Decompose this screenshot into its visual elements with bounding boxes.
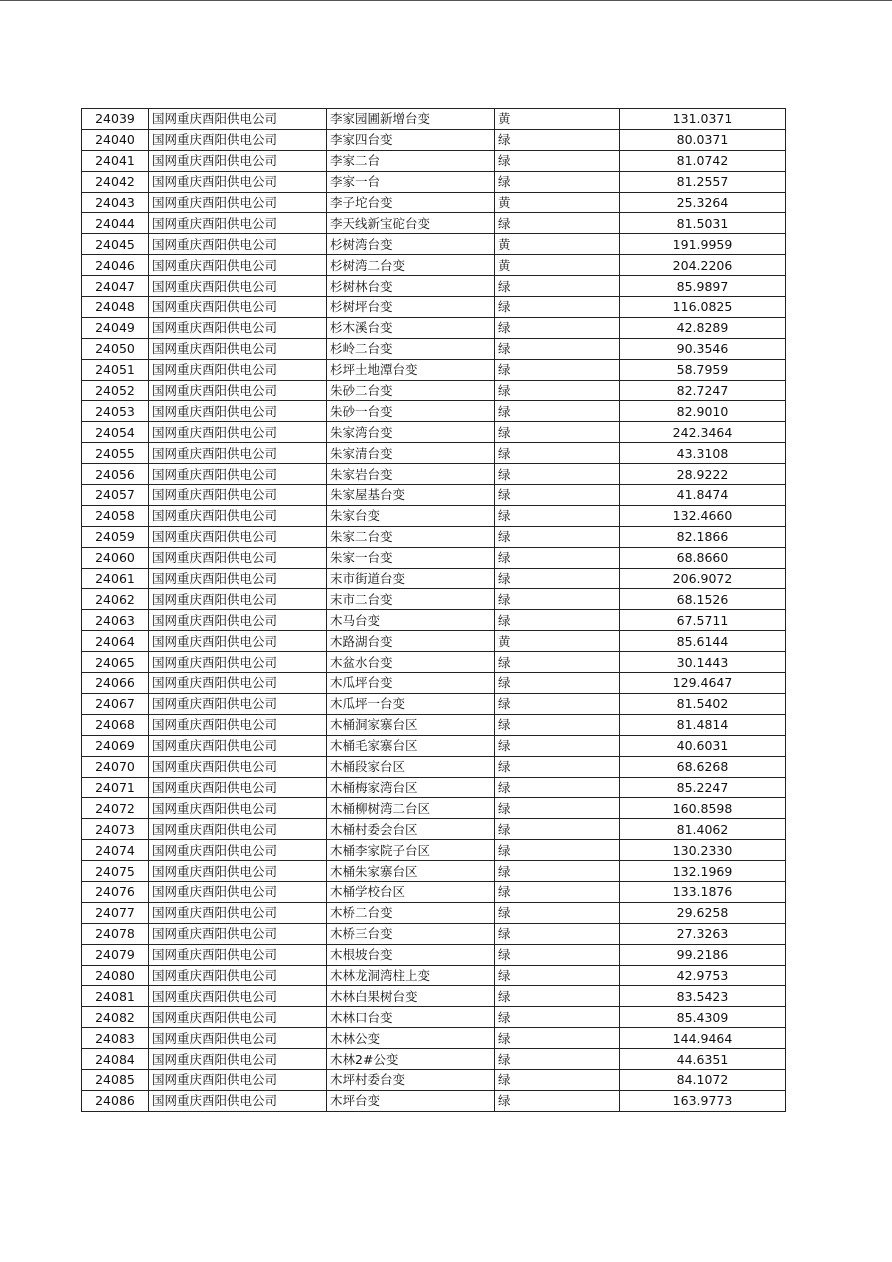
station-name-cell: 木林龙洞湾柱上变 bbox=[327, 965, 495, 986]
station-name-cell: 朱家一台变 bbox=[327, 547, 495, 568]
table-row bbox=[82, 589, 786, 610]
value-cell: 42.9753 bbox=[620, 965, 786, 986]
status-cell: 黄 bbox=[495, 234, 620, 255]
value-cell: 58.7959 bbox=[620, 359, 786, 380]
table-row bbox=[82, 1007, 786, 1028]
station-name-cell: 木林公变 bbox=[327, 1028, 495, 1049]
status-cell: 绿 bbox=[495, 276, 620, 297]
value-cell: 42.8289 bbox=[620, 317, 786, 338]
company-cell: 国网重庆酉阳供电公司 bbox=[149, 317, 327, 338]
value-cell: 44.6351 bbox=[620, 1049, 786, 1070]
value-cell: 130.2330 bbox=[620, 840, 786, 861]
station-name-cell: 木桶柳树湾二台区 bbox=[327, 798, 495, 819]
table-body bbox=[82, 109, 786, 1112]
company-cell: 国网重庆酉阳供电公司 bbox=[149, 881, 327, 902]
company-cell: 国网重庆酉阳供电公司 bbox=[149, 422, 327, 443]
value-cell: 81.4814 bbox=[620, 714, 786, 735]
value-cell: 81.2557 bbox=[620, 171, 786, 192]
status-cell: 绿 bbox=[495, 1090, 620, 1111]
status-cell: 绿 bbox=[495, 443, 620, 464]
status-cell: 黄 bbox=[495, 192, 620, 213]
table-row bbox=[82, 317, 786, 338]
row-id-cell: 24053 bbox=[82, 401, 149, 422]
value-cell: 68.1526 bbox=[620, 589, 786, 610]
row-id-cell: 24083 bbox=[82, 1028, 149, 1049]
value-cell: 28.9222 bbox=[620, 464, 786, 485]
station-name-cell: 李家园圃新增台变 bbox=[327, 109, 495, 130]
status-cell: 绿 bbox=[495, 861, 620, 882]
table-row bbox=[82, 673, 786, 694]
station-name-cell: 木林白果树台变 bbox=[327, 986, 495, 1007]
company-cell: 国网重庆酉阳供电公司 bbox=[149, 547, 327, 568]
row-id-cell: 24049 bbox=[82, 317, 149, 338]
row-id-cell: 24069 bbox=[82, 735, 149, 756]
table-row bbox=[82, 631, 786, 652]
value-cell: 85.2247 bbox=[620, 777, 786, 798]
station-name-cell: 杉树湾二台变 bbox=[327, 255, 495, 276]
value-cell: 82.1866 bbox=[620, 526, 786, 547]
table-row bbox=[82, 714, 786, 735]
value-cell: 160.8598 bbox=[620, 798, 786, 819]
station-name-cell: 朱家二台变 bbox=[327, 526, 495, 547]
table-row bbox=[82, 192, 786, 213]
row-id-cell: 24048 bbox=[82, 297, 149, 318]
station-name-cell: 木瓜坪台变 bbox=[327, 673, 495, 694]
status-cell: 黄 bbox=[495, 255, 620, 276]
station-name-cell: 杉树湾台变 bbox=[327, 234, 495, 255]
station-name-cell: 木根坡台变 bbox=[327, 944, 495, 965]
status-cell: 绿 bbox=[495, 673, 620, 694]
status-cell: 绿 bbox=[495, 1049, 620, 1070]
company-cell: 国网重庆酉阳供电公司 bbox=[149, 443, 327, 464]
row-id-cell: 24040 bbox=[82, 129, 149, 150]
table-row bbox=[82, 819, 786, 840]
company-cell: 国网重庆酉阳供电公司 bbox=[149, 714, 327, 735]
row-id-cell: 24042 bbox=[82, 171, 149, 192]
station-name-cell: 木桶李家院子台区 bbox=[327, 840, 495, 861]
company-cell: 国网重庆酉阳供电公司 bbox=[149, 819, 327, 840]
row-id-cell: 24050 bbox=[82, 338, 149, 359]
table-row bbox=[82, 965, 786, 986]
row-id-cell: 24072 bbox=[82, 798, 149, 819]
value-cell: 132.4660 bbox=[620, 505, 786, 526]
company-cell: 国网重庆酉阳供电公司 bbox=[149, 944, 327, 965]
company-cell: 国网重庆酉阳供电公司 bbox=[149, 297, 327, 318]
status-cell: 绿 bbox=[495, 317, 620, 338]
station-name-cell: 木桶洞家寨台区 bbox=[327, 714, 495, 735]
table-row bbox=[82, 213, 786, 234]
value-cell: 25.3264 bbox=[620, 192, 786, 213]
company-cell: 国网重庆酉阳供电公司 bbox=[149, 338, 327, 359]
company-cell: 国网重庆酉阳供电公司 bbox=[149, 798, 327, 819]
status-cell: 绿 bbox=[495, 401, 620, 422]
value-cell: 129.4647 bbox=[620, 673, 786, 694]
value-cell: 131.0371 bbox=[620, 109, 786, 130]
station-name-cell: 李家二台 bbox=[327, 150, 495, 171]
row-id-cell: 24086 bbox=[82, 1090, 149, 1111]
value-cell: 27.3263 bbox=[620, 923, 786, 944]
company-cell: 国网重庆酉阳供电公司 bbox=[149, 213, 327, 234]
value-cell: 206.9072 bbox=[620, 568, 786, 589]
status-cell: 黄 bbox=[495, 109, 620, 130]
status-cell: 绿 bbox=[495, 693, 620, 714]
table-row bbox=[82, 1069, 786, 1090]
company-cell: 国网重庆酉阳供电公司 bbox=[149, 777, 327, 798]
company-cell: 国网重庆酉阳供电公司 bbox=[149, 1090, 327, 1111]
row-id-cell: 24078 bbox=[82, 923, 149, 944]
row-id-cell: 24058 bbox=[82, 505, 149, 526]
row-id-cell: 24041 bbox=[82, 150, 149, 171]
row-id-cell: 24081 bbox=[82, 986, 149, 1007]
company-cell: 国网重庆酉阳供电公司 bbox=[149, 902, 327, 923]
company-cell: 国网重庆酉阳供电公司 bbox=[149, 255, 327, 276]
status-cell: 绿 bbox=[495, 1069, 620, 1090]
row-id-cell: 24068 bbox=[82, 714, 149, 735]
status-cell: 绿 bbox=[495, 359, 620, 380]
company-cell: 国网重庆酉阳供电公司 bbox=[149, 109, 327, 130]
station-name-cell: 末市街道台变 bbox=[327, 568, 495, 589]
row-id-cell: 24080 bbox=[82, 965, 149, 986]
table-row bbox=[82, 401, 786, 422]
company-cell: 国网重庆酉阳供电公司 bbox=[149, 861, 327, 882]
company-cell: 国网重庆酉阳供电公司 bbox=[149, 464, 327, 485]
row-id-cell: 24075 bbox=[82, 861, 149, 882]
row-id-cell: 24074 bbox=[82, 840, 149, 861]
value-cell: 82.7247 bbox=[620, 380, 786, 401]
row-id-cell: 24066 bbox=[82, 673, 149, 694]
table-row bbox=[82, 777, 786, 798]
row-id-cell: 24082 bbox=[82, 1007, 149, 1028]
table-row bbox=[82, 171, 786, 192]
company-cell: 国网重庆酉阳供电公司 bbox=[149, 631, 327, 652]
company-cell: 国网重庆酉阳供电公司 bbox=[149, 735, 327, 756]
table-row bbox=[82, 568, 786, 589]
table-row bbox=[82, 652, 786, 673]
value-cell: 99.2186 bbox=[620, 944, 786, 965]
value-cell: 191.9959 bbox=[620, 234, 786, 255]
status-cell: 绿 bbox=[495, 777, 620, 798]
table-row bbox=[82, 150, 786, 171]
station-name-cell: 朱家屋基台变 bbox=[327, 485, 495, 506]
company-cell: 国网重庆酉阳供电公司 bbox=[149, 1028, 327, 1049]
station-name-cell: 木桶毛家寨台区 bbox=[327, 735, 495, 756]
table-row bbox=[82, 380, 786, 401]
table-row bbox=[82, 1049, 786, 1070]
table-row bbox=[82, 359, 786, 380]
row-id-cell: 24044 bbox=[82, 213, 149, 234]
station-name-cell: 末市二台变 bbox=[327, 589, 495, 610]
row-id-cell: 24065 bbox=[82, 652, 149, 673]
row-id-cell: 24051 bbox=[82, 359, 149, 380]
row-id-cell: 24046 bbox=[82, 255, 149, 276]
table-row bbox=[82, 505, 786, 526]
station-name-cell: 木瓜坪一台变 bbox=[327, 693, 495, 714]
status-cell: 绿 bbox=[495, 568, 620, 589]
value-cell: 163.9773 bbox=[620, 1090, 786, 1111]
row-id-cell: 24077 bbox=[82, 902, 149, 923]
status-cell: 绿 bbox=[495, 610, 620, 631]
table-row bbox=[82, 234, 786, 255]
status-cell: 绿 bbox=[495, 944, 620, 965]
station-name-cell: 木桥三台变 bbox=[327, 923, 495, 944]
status-cell: 绿 bbox=[495, 714, 620, 735]
company-cell: 国网重庆酉阳供电公司 bbox=[149, 171, 327, 192]
table-row bbox=[82, 422, 786, 443]
company-cell: 国网重庆酉阳供电公司 bbox=[149, 756, 327, 777]
row-id-cell: 24061 bbox=[82, 568, 149, 589]
row-id-cell: 24060 bbox=[82, 547, 149, 568]
value-cell: 81.5031 bbox=[620, 213, 786, 234]
value-cell: 81.4062 bbox=[620, 819, 786, 840]
company-cell: 国网重庆酉阳供电公司 bbox=[149, 276, 327, 297]
row-id-cell: 24073 bbox=[82, 819, 149, 840]
value-cell: 85.6144 bbox=[620, 631, 786, 652]
status-cell: 黄 bbox=[495, 631, 620, 652]
station-name-cell: 杉树林台变 bbox=[327, 276, 495, 297]
row-id-cell: 24039 bbox=[82, 109, 149, 130]
station-name-cell: 木桥二台变 bbox=[327, 902, 495, 923]
station-name-cell: 李天线新宝砣台变 bbox=[327, 213, 495, 234]
table-row bbox=[82, 485, 786, 506]
table-row bbox=[82, 1028, 786, 1049]
table-row bbox=[82, 526, 786, 547]
row-id-cell: 24052 bbox=[82, 380, 149, 401]
company-cell: 国网重庆酉阳供电公司 bbox=[149, 652, 327, 673]
value-cell: 84.1072 bbox=[620, 1069, 786, 1090]
row-id-cell: 24045 bbox=[82, 234, 149, 255]
table-row bbox=[82, 861, 786, 882]
row-id-cell: 24043 bbox=[82, 192, 149, 213]
station-name-cell: 木桶段家台区 bbox=[327, 756, 495, 777]
company-cell: 国网重庆酉阳供电公司 bbox=[149, 129, 327, 150]
value-cell: 41.8474 bbox=[620, 485, 786, 506]
table-row bbox=[82, 297, 786, 318]
row-id-cell: 24064 bbox=[82, 631, 149, 652]
value-cell: 29.6258 bbox=[620, 902, 786, 923]
value-cell: 30.1443 bbox=[620, 652, 786, 673]
company-cell: 国网重庆酉阳供电公司 bbox=[149, 505, 327, 526]
status-cell: 绿 bbox=[495, 297, 620, 318]
value-cell: 81.0742 bbox=[620, 150, 786, 171]
status-cell: 绿 bbox=[495, 485, 620, 506]
company-cell: 国网重庆酉阳供电公司 bbox=[149, 359, 327, 380]
value-cell: 43.3108 bbox=[620, 443, 786, 464]
status-cell: 绿 bbox=[495, 798, 620, 819]
station-name-cell: 朱家湾台变 bbox=[327, 422, 495, 443]
row-id-cell: 24067 bbox=[82, 693, 149, 714]
table-row bbox=[82, 547, 786, 568]
station-name-cell: 木桶梅家湾台区 bbox=[327, 777, 495, 798]
company-cell: 国网重庆酉阳供电公司 bbox=[149, 1049, 327, 1070]
value-cell: 144.9464 bbox=[620, 1028, 786, 1049]
table-row bbox=[82, 338, 786, 359]
row-id-cell: 24056 bbox=[82, 464, 149, 485]
company-cell: 国网重庆酉阳供电公司 bbox=[149, 401, 327, 422]
value-cell: 242.3464 bbox=[620, 422, 786, 443]
company-cell: 国网重庆酉阳供电公司 bbox=[149, 1069, 327, 1090]
table-row bbox=[82, 902, 786, 923]
company-cell: 国网重庆酉阳供电公司 bbox=[149, 673, 327, 694]
status-cell: 绿 bbox=[495, 213, 620, 234]
row-id-cell: 24055 bbox=[82, 443, 149, 464]
company-cell: 国网重庆酉阳供电公司 bbox=[149, 380, 327, 401]
value-cell: 80.0371 bbox=[620, 129, 786, 150]
station-name-cell: 木坪台变 bbox=[327, 1090, 495, 1111]
status-cell: 绿 bbox=[495, 380, 620, 401]
table-row bbox=[82, 798, 786, 819]
station-name-cell: 杉岭二台变 bbox=[327, 338, 495, 359]
status-cell: 绿 bbox=[495, 965, 620, 986]
table-row bbox=[82, 840, 786, 861]
station-name-cell: 木桶村委会台区 bbox=[327, 819, 495, 840]
table-row bbox=[82, 693, 786, 714]
value-cell: 85.9897 bbox=[620, 276, 786, 297]
table-row bbox=[82, 944, 786, 965]
table-row bbox=[82, 443, 786, 464]
company-cell: 国网重庆酉阳供电公司 bbox=[149, 610, 327, 631]
status-cell: 绿 bbox=[495, 652, 620, 673]
table-row bbox=[82, 735, 786, 756]
table-row bbox=[82, 129, 786, 150]
value-cell: 116.0825 bbox=[620, 297, 786, 318]
company-cell: 国网重庆酉阳供电公司 bbox=[149, 485, 327, 506]
station-name-cell: 木马台变 bbox=[327, 610, 495, 631]
status-cell: 绿 bbox=[495, 422, 620, 443]
status-cell: 绿 bbox=[495, 589, 620, 610]
value-cell: 81.5402 bbox=[620, 693, 786, 714]
status-cell: 绿 bbox=[495, 1028, 620, 1049]
value-cell: 204.2206 bbox=[620, 255, 786, 276]
value-cell: 133.1876 bbox=[620, 881, 786, 902]
station-name-cell: 木桶朱家寨台区 bbox=[327, 861, 495, 882]
table-row bbox=[82, 464, 786, 485]
station-name-cell: 木桶学校台区 bbox=[327, 881, 495, 902]
row-id-cell: 24085 bbox=[82, 1069, 149, 1090]
status-cell: 绿 bbox=[495, 129, 620, 150]
station-name-cell: 木林口台变 bbox=[327, 1007, 495, 1028]
data-table bbox=[81, 108, 786, 1112]
row-id-cell: 24054 bbox=[82, 422, 149, 443]
row-id-cell: 24059 bbox=[82, 526, 149, 547]
status-cell: 绿 bbox=[495, 840, 620, 861]
row-id-cell: 24063 bbox=[82, 610, 149, 631]
value-cell: 90.3546 bbox=[620, 338, 786, 359]
row-id-cell: 24076 bbox=[82, 881, 149, 902]
station-name-cell: 李家四台变 bbox=[327, 129, 495, 150]
status-cell: 绿 bbox=[495, 819, 620, 840]
status-cell: 绿 bbox=[495, 505, 620, 526]
status-cell: 绿 bbox=[495, 756, 620, 777]
station-name-cell: 朱家清台变 bbox=[327, 443, 495, 464]
station-name-cell: 木坪村委台变 bbox=[327, 1069, 495, 1090]
status-cell: 绿 bbox=[495, 735, 620, 756]
company-cell: 国网重庆酉阳供电公司 bbox=[149, 589, 327, 610]
table-row bbox=[82, 1090, 786, 1111]
status-cell: 绿 bbox=[495, 902, 620, 923]
station-name-cell: 杉坪土地潭台变 bbox=[327, 359, 495, 380]
row-id-cell: 24071 bbox=[82, 777, 149, 798]
status-cell: 绿 bbox=[495, 338, 620, 359]
table-row bbox=[82, 109, 786, 130]
table-row bbox=[82, 756, 786, 777]
row-id-cell: 24070 bbox=[82, 756, 149, 777]
company-cell: 国网重庆酉阳供电公司 bbox=[149, 1007, 327, 1028]
station-name-cell: 木林2#公变 bbox=[327, 1049, 495, 1070]
company-cell: 国网重庆酉阳供电公司 bbox=[149, 150, 327, 171]
station-name-cell: 李子坨台变 bbox=[327, 192, 495, 213]
row-id-cell: 24047 bbox=[82, 276, 149, 297]
status-cell: 绿 bbox=[495, 986, 620, 1007]
company-cell: 国网重庆酉阳供电公司 bbox=[149, 923, 327, 944]
station-name-cell: 杉木溪台变 bbox=[327, 317, 495, 338]
value-cell: 82.9010 bbox=[620, 401, 786, 422]
row-id-cell: 24057 bbox=[82, 485, 149, 506]
station-name-cell: 朱家岩台变 bbox=[327, 464, 495, 485]
status-cell: 绿 bbox=[495, 526, 620, 547]
company-cell: 国网重庆酉阳供电公司 bbox=[149, 192, 327, 213]
station-name-cell: 木盆水台变 bbox=[327, 652, 495, 673]
company-cell: 国网重庆酉阳供电公司 bbox=[149, 986, 327, 1007]
company-cell: 国网重庆酉阳供电公司 bbox=[149, 568, 327, 589]
status-cell: 绿 bbox=[495, 923, 620, 944]
company-cell: 国网重庆酉阳供电公司 bbox=[149, 840, 327, 861]
company-cell: 国网重庆酉阳供电公司 bbox=[149, 526, 327, 547]
station-name-cell: 木路湖台变 bbox=[327, 631, 495, 652]
value-cell: 85.4309 bbox=[620, 1007, 786, 1028]
station-name-cell: 朱家台变 bbox=[327, 505, 495, 526]
value-cell: 68.8660 bbox=[620, 547, 786, 568]
table-row bbox=[82, 986, 786, 1007]
table-row bbox=[82, 923, 786, 944]
status-cell: 绿 bbox=[495, 547, 620, 568]
row-id-cell: 24084 bbox=[82, 1049, 149, 1070]
status-cell: 绿 bbox=[495, 171, 620, 192]
station-name-cell: 杉树坪台变 bbox=[327, 297, 495, 318]
value-cell: 68.6268 bbox=[620, 756, 786, 777]
value-cell: 132.1969 bbox=[620, 861, 786, 882]
value-cell: 40.6031 bbox=[620, 735, 786, 756]
table-row bbox=[82, 610, 786, 631]
company-cell: 国网重庆酉阳供电公司 bbox=[149, 965, 327, 986]
status-cell: 绿 bbox=[495, 1007, 620, 1028]
station-name-cell: 朱砂二台变 bbox=[327, 380, 495, 401]
station-name-cell: 李家一台 bbox=[327, 171, 495, 192]
company-cell: 国网重庆酉阳供电公司 bbox=[149, 234, 327, 255]
table-row bbox=[82, 255, 786, 276]
value-cell: 67.5711 bbox=[620, 610, 786, 631]
status-cell: 绿 bbox=[495, 150, 620, 171]
row-id-cell: 24062 bbox=[82, 589, 149, 610]
table-row bbox=[82, 276, 786, 297]
value-cell: 83.5423 bbox=[620, 986, 786, 1007]
table-row bbox=[82, 881, 786, 902]
status-cell: 绿 bbox=[495, 464, 620, 485]
row-id-cell: 24079 bbox=[82, 944, 149, 965]
status-cell: 绿 bbox=[495, 881, 620, 902]
station-name-cell: 朱砂一台变 bbox=[327, 401, 495, 422]
company-cell: 国网重庆酉阳供电公司 bbox=[149, 693, 327, 714]
